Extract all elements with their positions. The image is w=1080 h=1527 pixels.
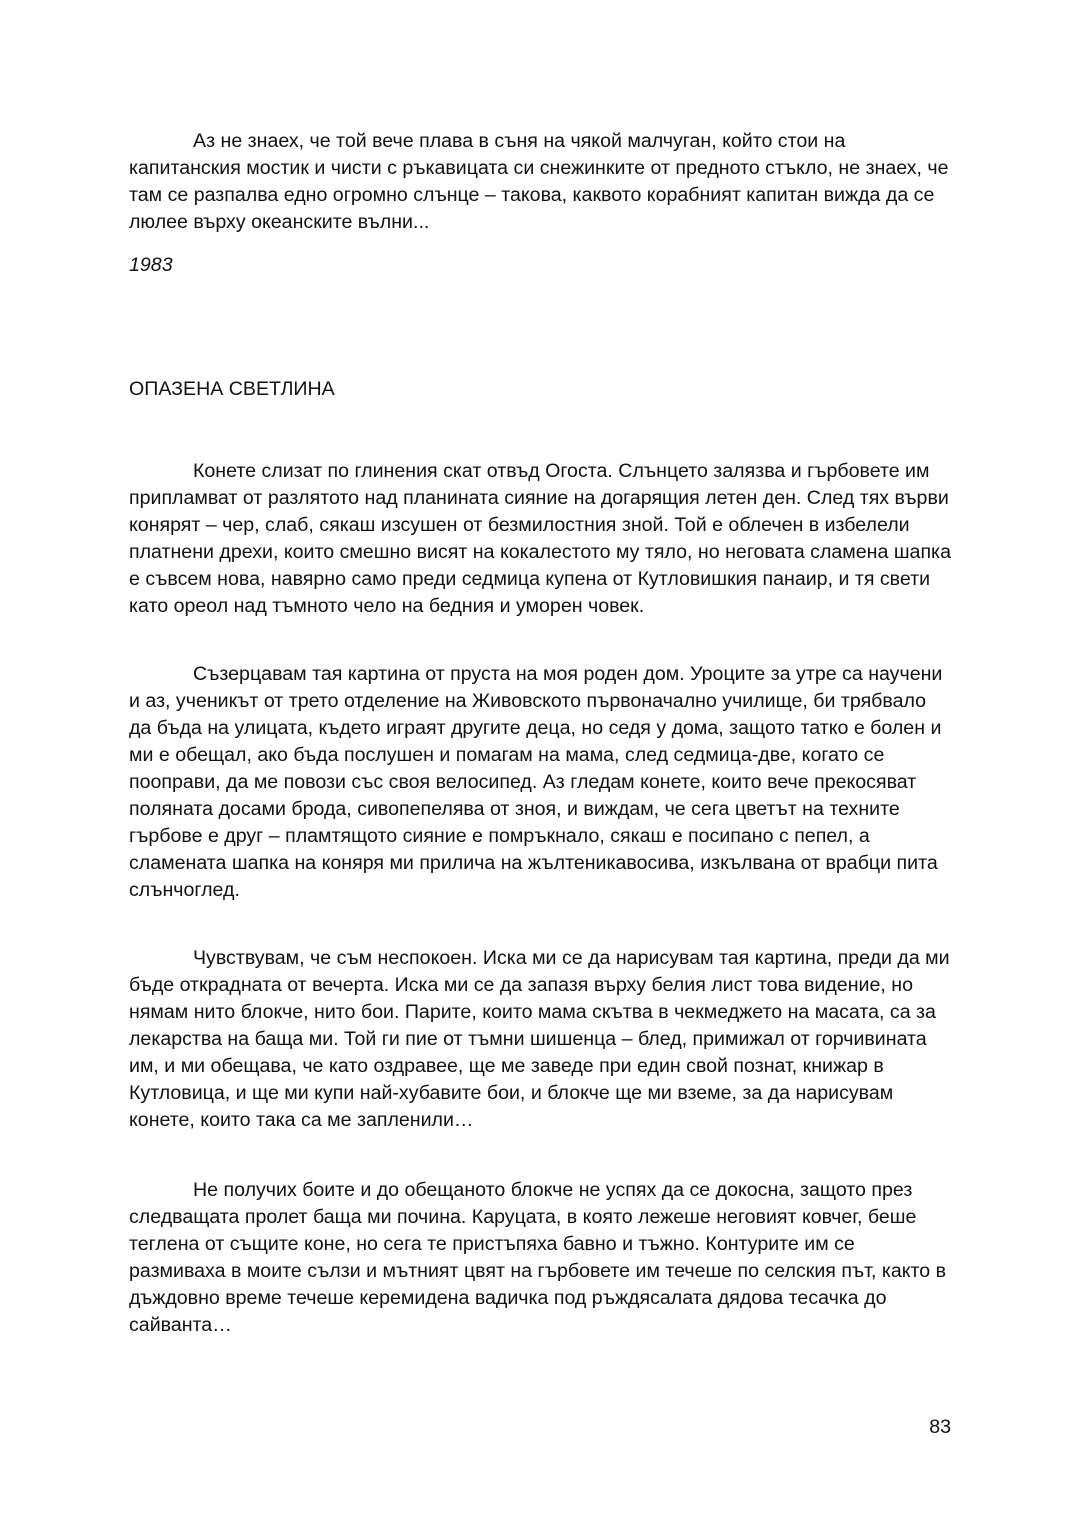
section-title: ОПАЗЕНА СВЕТЛИНА [129, 378, 335, 400]
paragraph-2: Конете слизат по глинения скат отвъд Огоста. Слънцето залязва и гърбовете им припламват от разлятото над планината сияние на догарящия летен ден. След тях върви конярят – чер, слаб, сякаш изсушен от безмилостния зной. Той е облечен в избелели платнени дрехи, които смешно висят на кокалестото му тяло, но неговата сламена шапка е съвсем нова, навярно само преди седмица купена от Кутловишкия панаир, и тя свети като ореол над тъмното чело на бедния и уморен човек. [129, 460, 951, 617]
paragraph-5: Не получих боите и до обещаното блокче не успях да се докосна, защото през следващата пролет баща ми почина. Каруцата, в която лежеше неговият ковчег, беше теглена от същите коне, но сега те пристъпяха бавно и тъжно. Контурите им се размиваха в моите сълзи и мътният цвят на гърбовете им течеше по селския път, както в дъждовно време течеше керемидена вадичка под ръждясалата дядова тесачка до сайванта… [129, 1179, 947, 1336]
paragraph-1: Аз не знаех, че той вече плава в съня на чякой малчуган, който стои на капитанския мостик и чисти с ръкавицата си снежинките от предното стъкло, не знаех, че там се разпалва едно огромно слънце – такова, каквото корабният капитан вижда да се люлее върху океанските вълни... [129, 130, 949, 233]
year-date: 1983 [129, 254, 173, 276]
page-number: 83 [929, 1416, 951, 1438]
paragraph-3: Съзерцавам тая картина от пруста на моя роден дом. Уроците за утре са научени и аз, ученикът от трето отделение на Живовското първоначално училище, би трябвало да бъда на улицата, където играят другите деца, но седя у дома, защото татко е болен и ми е обещал, ако бъда послушен и помагам на мама, след седмица-две, когато се пооправи, да ме повози със своя велосипед. Аз гледам конете, които вече прекосяват поляната досами брода, сивопепелява от зноя, и виждам, че сега цветът на техните гърбове е друг – пламтящото сияние е помръкнало, сякаш е посипано с пепел, а сламената шапка на коняря ми прилича на жълтеникавосива, изкълвана от врабци пита слънчоглед. [129, 663, 943, 901]
paragraph-4: Чувствувам, че съм неспокоен. Иска ми се да нарисувам тая картина, преди да ми бъде открадната от вечерта. Иска ми се да запазя върху белия лист това видение, но нямам нито блокче, нито бои. Парите, които мама скътва в чекмеджето на масата, са за лекарства на баща ми. Той ги пие от тъмни шишенца – блед, примижал от горчивината им, и ми обещава, че като оздравее, ще ме заведе при един свой познат, книжар в Кутловица, и ще ми купи най-хубавите бои, и блокче ще ми вземе, за да нарисувам конете, които така са ме запленили… [129, 947, 950, 1131]
